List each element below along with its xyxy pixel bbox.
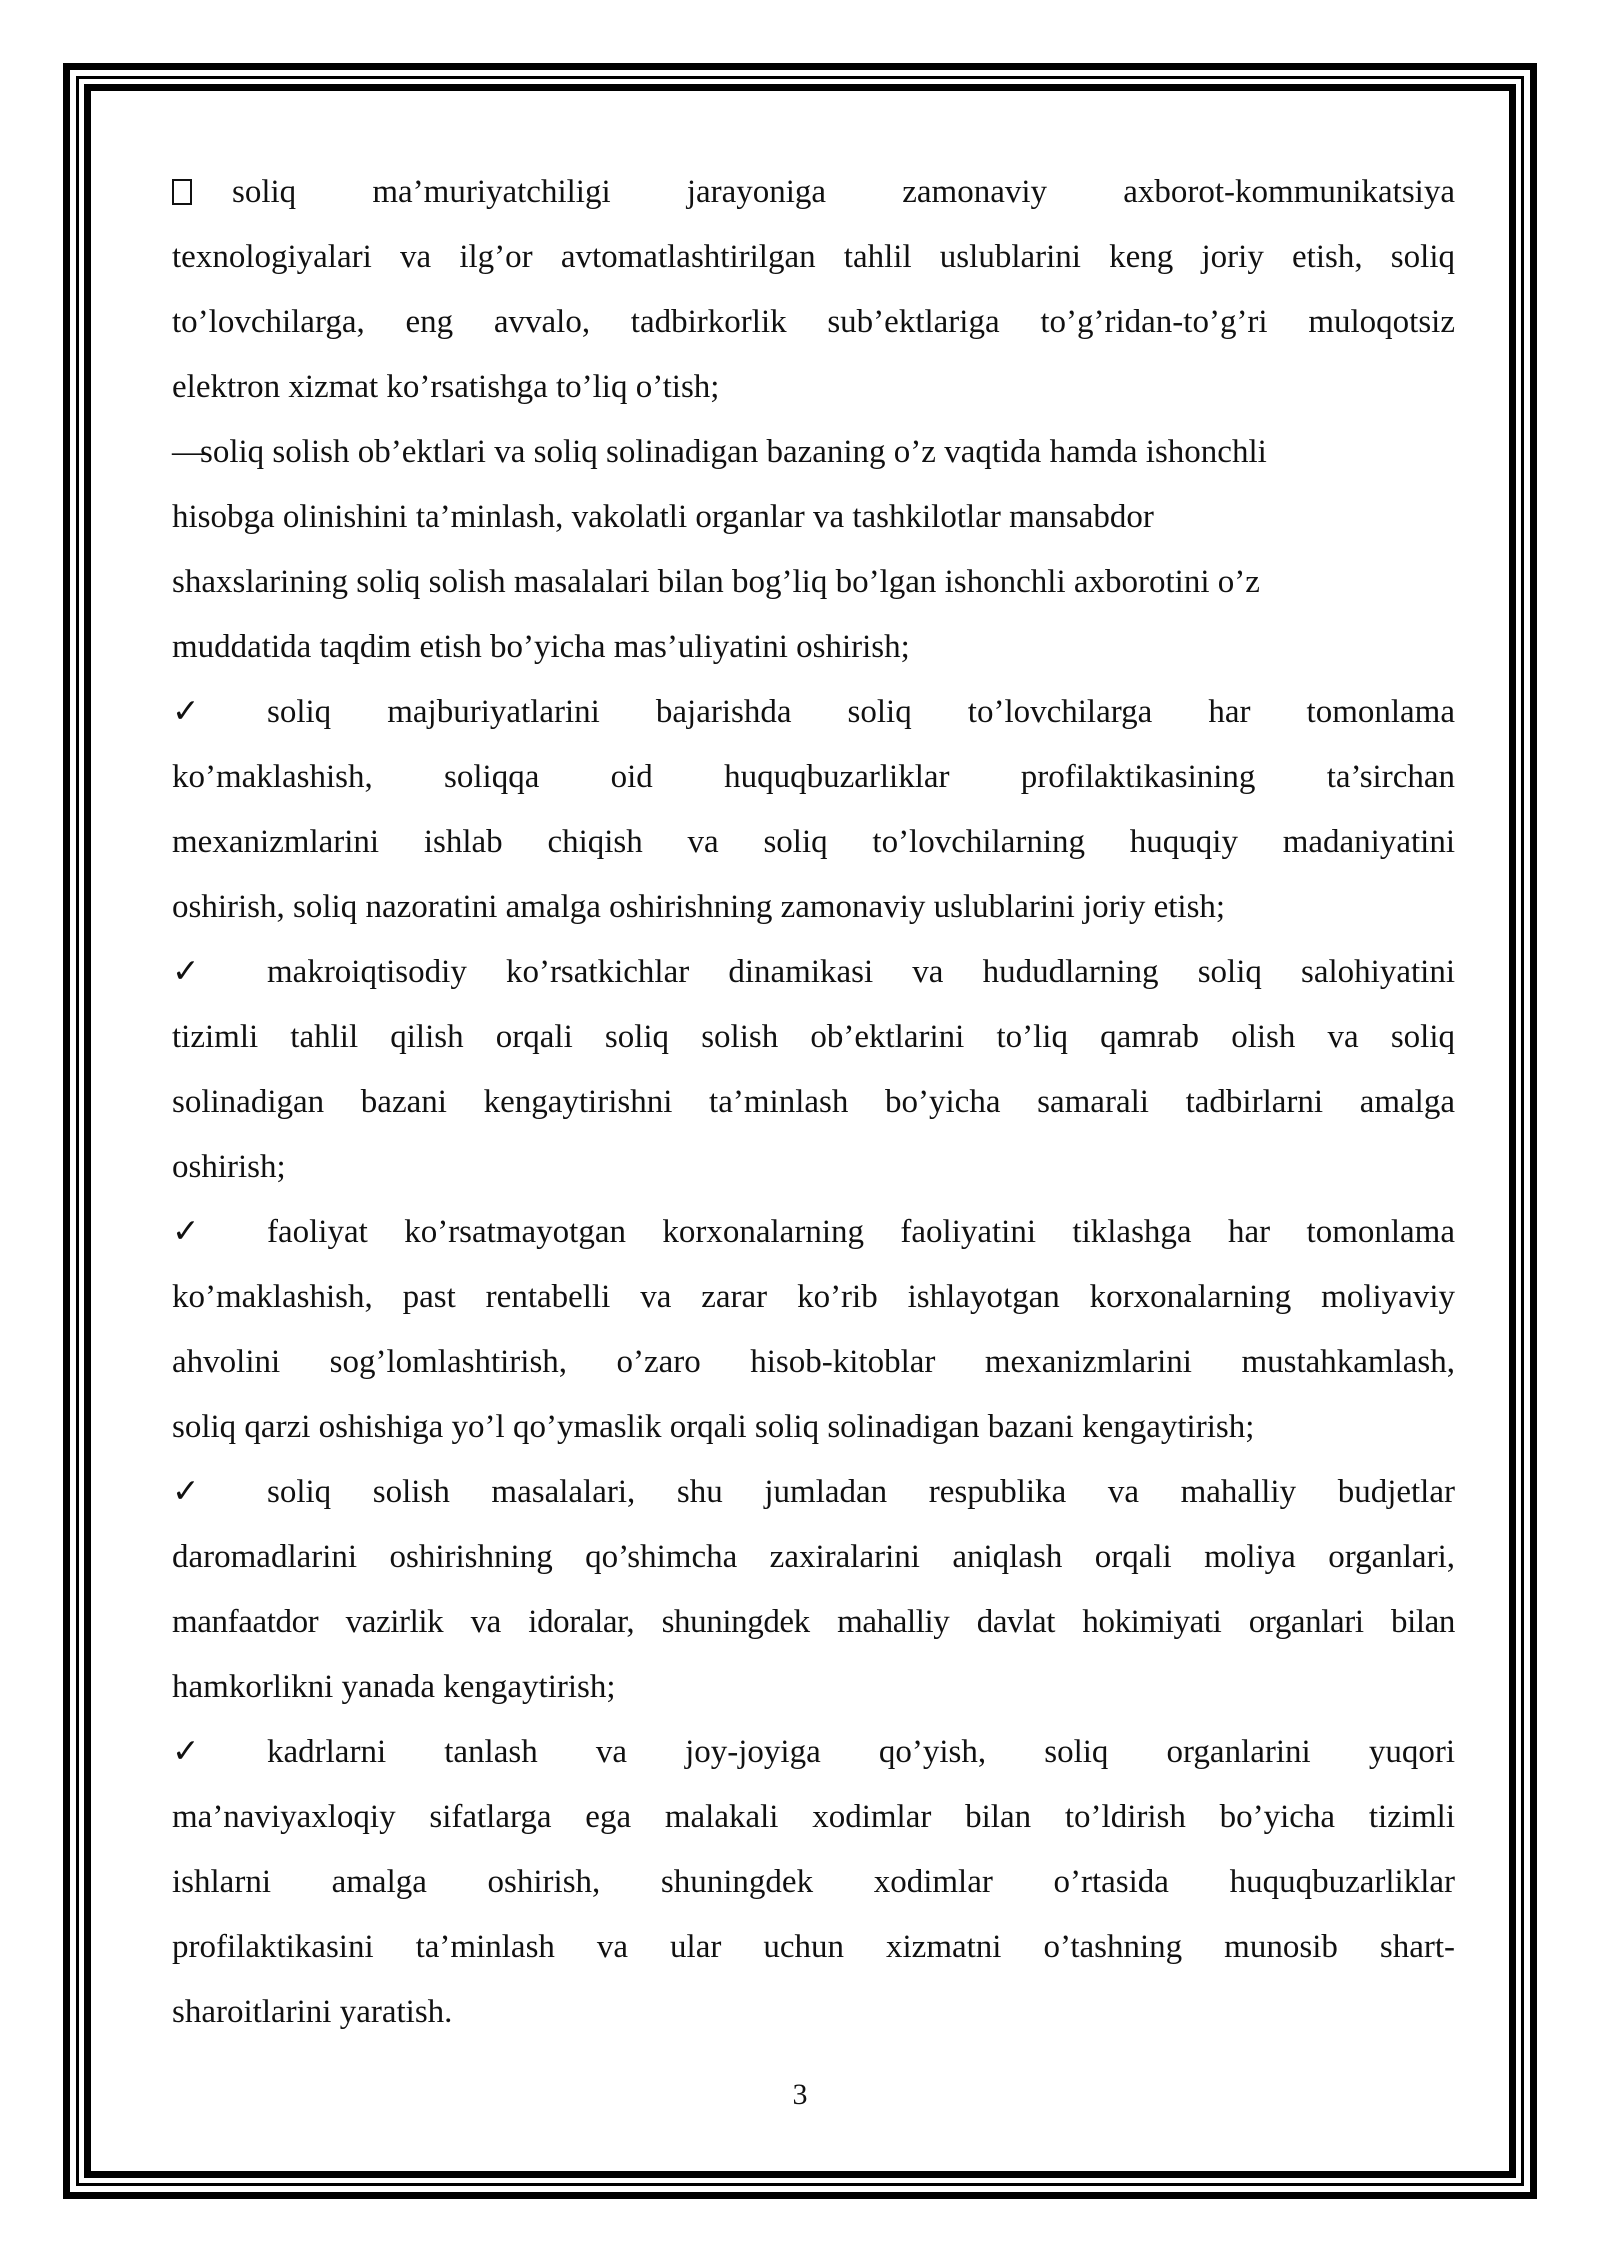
paragraph-line: soliq qarzi oshishiga yo’l qo’ymaslik orqali soliq solinadigan bazani kengaytirish; bbox=[172, 1409, 1255, 1445]
paragraph-line: makroiqtisodiy ko’rsatkichlar dinamikasi va hududlarning soliq salohiyatini bbox=[267, 954, 1455, 990]
paragraph-line: manfaatdor vazirlik va idoralar, shuningdek mahalliy davlat hokimiyati organlari bilan bbox=[172, 1604, 1455, 1640]
list-item bbox=[172, 420, 1455, 680]
paragraph-line: ma’naviyaxloqiy sifatlarga ega malakali xodimlar bilan to’ldirish bo’yicha tizimli bbox=[172, 1799, 1455, 1835]
dash-marker: — bbox=[172, 434, 205, 470]
paragraph-line: hisobga olinishini ta’minlash, vakolatli organlar va tashkilotlar mansabdor bbox=[172, 499, 1154, 535]
paragraph-line: hamkorlikni yanada kengaytirish; bbox=[172, 1669, 616, 1705]
paragraph-line: ko’maklashish, past rentabelli va zarar ko’rib ishlayotgan korxonalarning moliyaviy bbox=[172, 1279, 1455, 1315]
paragraph-line: daromadlarini oshirishning qo’shimcha zaxiralarini aniqlash orqali moliya organlari, bbox=[172, 1539, 1455, 1575]
list-item bbox=[172, 680, 1455, 940]
missing-glyph-icon bbox=[172, 160, 232, 225]
paragraph-line: oshirish; bbox=[172, 1149, 286, 1185]
paragraph-line: solinadigan bazani kengaytirishni ta’minlash bo’yicha samarali tadbirlarni amalga bbox=[172, 1084, 1455, 1120]
paragraph-line: oshirish, soliq nazoratini amalga oshirishning zamonaviy uslublarini joriy etish; bbox=[172, 889, 1226, 925]
list-item bbox=[172, 1720, 1455, 2045]
paragraph-line: soliq solish ob’ektlari va soliq solinadigan bazaning o’z vaqtida hamda ishonchli bbox=[200, 434, 1267, 470]
checkmark-icon: ✓ bbox=[172, 954, 200, 990]
document-body bbox=[172, 160, 1455, 2045]
page-number: 3 bbox=[792, 2078, 808, 2111]
list-item bbox=[172, 1460, 1455, 1720]
paragraph-line: ko’maklashish, soliqqa oid huquqbuzarliklar profilaktikasining ta’sirchan bbox=[172, 759, 1455, 795]
paragraph-line: ishlarni amalga oshirish, shuningdek xodimlar o’rtasida huquqbuzarliklar bbox=[172, 1864, 1455, 1900]
paragraph-line: kadrlarni tanlash va joy-joyiga qo’yish, soliq organlarini yuqori bbox=[267, 1734, 1455, 1770]
paragraph-line: faoliyat ko’rsatmayotgan korxonalarning faoliyatini tiklashga har tomonlama bbox=[267, 1214, 1455, 1250]
list-item bbox=[172, 160, 1455, 420]
paragraph-line: sharoitlarini yaratish. bbox=[172, 1994, 453, 2030]
checkmark-icon: ✓ bbox=[172, 1474, 200, 1510]
paragraph-line: mexanizmlarini ishlab chiqish va soliq to’lovchilarning huquqiy madaniyatini bbox=[172, 824, 1455, 860]
paragraph-line: muddatida taqdim etish bo’yicha mas’uliyatini oshirish; bbox=[172, 629, 910, 665]
paragraph-line: soliq solish masalalari, shu jumladan respublika va mahalliy budjetlar bbox=[267, 1474, 1455, 1510]
paragraph-line: elektron xizmat ko’rsatishga to’liq o’tish; bbox=[172, 369, 720, 405]
paragraph-line: to’lovchilarga, eng avvalo, tadbirkorlik sub’ektlariga to’g’ridan-to’g’ri muloqotsiz bbox=[172, 304, 1455, 340]
paragraph-line: ahvolini sog’lomlashtirish, o’zaro hisob-kitoblar mexanizmlarini mustahkamlash, bbox=[172, 1344, 1455, 1380]
paragraph-line: soliq majburiyatlarini bajarishda soliq to’lovchilarga har tomonlama bbox=[267, 694, 1455, 730]
paragraph-line: texnologiyalari va ilg’or avtomatlashtirilgan tahlil uslublarini keng joriy etish, soliq bbox=[172, 239, 1455, 275]
checkmark-icon: ✓ bbox=[172, 1734, 200, 1770]
list-item bbox=[172, 940, 1455, 1200]
paragraph-line: tizimli tahlil qilish orqali soliq solish ob’ektlarini to’liq qamrab olish va soliq bbox=[172, 1019, 1455, 1055]
list-item bbox=[172, 1200, 1455, 1460]
checkmark-icon: ✓ bbox=[172, 694, 200, 730]
paragraph-line: profilaktikasini ta’minlash va ular uchun xizmatni o’tashning munosib shart- bbox=[172, 1929, 1455, 1965]
checkmark-icon: ✓ bbox=[172, 1214, 200, 1250]
paragraph-line: soliq ma’muriyatchiligi jarayoniga zamonaviy axborot-kommunikatsiya bbox=[232, 174, 1455, 210]
paragraph-line: shaxslarining soliq solish masalalari bilan bog’liq bo’lgan ishonchli axborotini o’z bbox=[172, 564, 1260, 600]
